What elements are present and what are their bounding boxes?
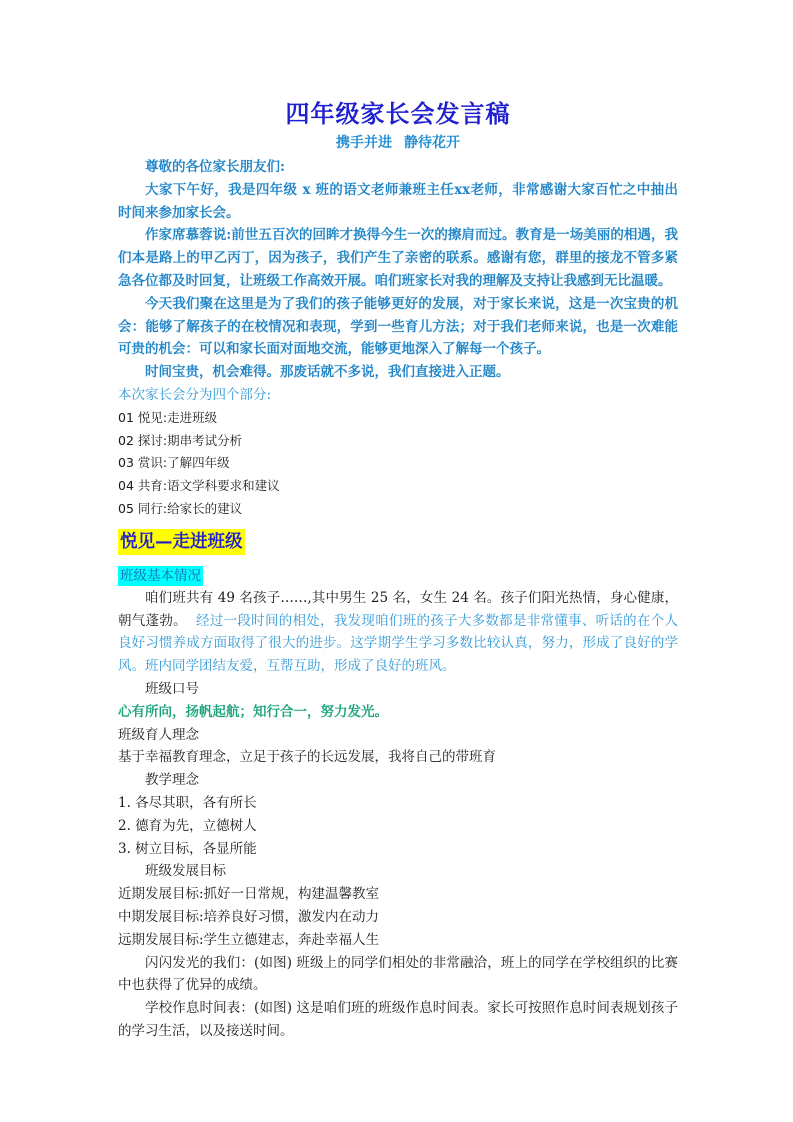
intro-paragraph-1: 大家下午好，我是四年级 x 班的语文老师兼班主任xx老师，非常感谢大家百忙之中抽出时间来参加家长会。 (118, 181, 678, 221)
teach-item-1: 1. 各尽其职，各有所长 (118, 794, 257, 811)
class-info-highlight: 经过一段时间的相处，我发现咱们班的孩子大多数都是非常懂事、听话的在个人良好习惯养成方面取得了很大的进步。这学期学生学习多数比较认真，努力，形成了良好的学风。班内同学团结友爱，互帮互助，形成了良好的班风。 (118, 612, 679, 675)
intro-paragraph-3: 今天我们聚在这里是为了我们的孩子能够更好的发展，对于家长来说，这是一次宝贵的机会：能够了解孩子的在校情况和表现，学到一些育儿方法；对于我们老师来说，也是一次难能可贵的机会：可以和家长面对面地交流，能够更地深入了解每一个孩子。 (118, 295, 678, 358)
greeting: 尊敬的各位家长朋友们: (145, 159, 285, 175)
section-heading: 悦见—走进班级 (118, 529, 245, 555)
edu-label: 班级育人理念 (118, 726, 199, 743)
slogan-label: 班级口号 (145, 680, 199, 697)
teach-item-3: 3. 树立目标，各显所能 (118, 840, 257, 857)
subtitle-part-2: 静待花开 (404, 135, 460, 151)
part-item-3: 03 赏识:了解四年级 (118, 455, 230, 471)
goal-item-1: 近期发展目标:抓好一日常规，构建温馨教室 (118, 886, 380, 903)
class-info-plain: 咱们班共有 49 名孩子……,其中男生 25 名，女生 24 名。孩子们阳光热情，身心健康，朝气蓬勃。 (118, 589, 678, 629)
document-title: 四年级家长会发言稿 (285, 99, 511, 128)
part-item-2: 02 探讨:期串考试分析 (118, 432, 243, 448)
part-item-4: 04 共育:语文学科要求和建议 (118, 478, 280, 494)
teach-item-2: 2. 德育为先，立德树人 (118, 817, 257, 834)
subheading-wrap (118, 565, 678, 587)
part-item-5: 05 同行:给家长的建议 (118, 500, 243, 516)
intro-paragraph-4: 时间宝贵，机会难得。那废话就不多说，我们直接进入正题。 (145, 364, 510, 381)
goal-item-2: 中期发展目标:培养良好习惯，激发内在动力 (118, 908, 380, 925)
class-info-paragraph (118, 587, 678, 678)
parts-intro: 本次家长会分为四个部分: (118, 386, 272, 403)
section-heading-wrap (118, 521, 678, 565)
schedule-paragraph: 学校作息时间表：(如图) 这是咱们班的班级作息时间表。家长可按照作息时间表规划孩子的学习生活，以及接送时间。 (118, 1000, 678, 1039)
edu-text: 基于幸福教育理念，立足于孩子的长远发展，我将自己的带班育 (118, 749, 496, 766)
part-item-1: 01 悦见:走进班级 (118, 409, 218, 425)
document-subtitle (118, 132, 678, 154)
class-slogan: 心有所向，扬帆起航；知行合一，努力发光。 (118, 703, 388, 720)
teach-label: 教学理念 (145, 772, 199, 789)
intro-paragraph-2: 作家席慕蓉说:前世五百次的回眸才换得今生一次的擦肩而过。教育是一场美丽的相遇，我们本是路上的甲乙丙丁，因为孩子，我们产生了亲密的联系。感谢有您，群里的接龙不管多紧急各位都及时回复，让班级工作高效开展。咱们班家长对我的理解及支持让我感到无比温暖。 (118, 227, 678, 289)
document-page (118, 96, 678, 1043)
goal-label: 班级发展目标 (145, 863, 226, 880)
shine-paragraph: 闪闪发光的我们：(如图) 班级上的同学们相处的非常融洽，班上的同学在学校组织的比赛中也获得了优异的成绩。 (118, 954, 678, 994)
section-subheading: 班级基本情况 (120, 567, 201, 584)
goal-item-3: 远期发展目标:学生立德建志，奔赴幸福人生 (118, 931, 380, 948)
subtitle-part-1: 携手并进 (336, 135, 392, 151)
